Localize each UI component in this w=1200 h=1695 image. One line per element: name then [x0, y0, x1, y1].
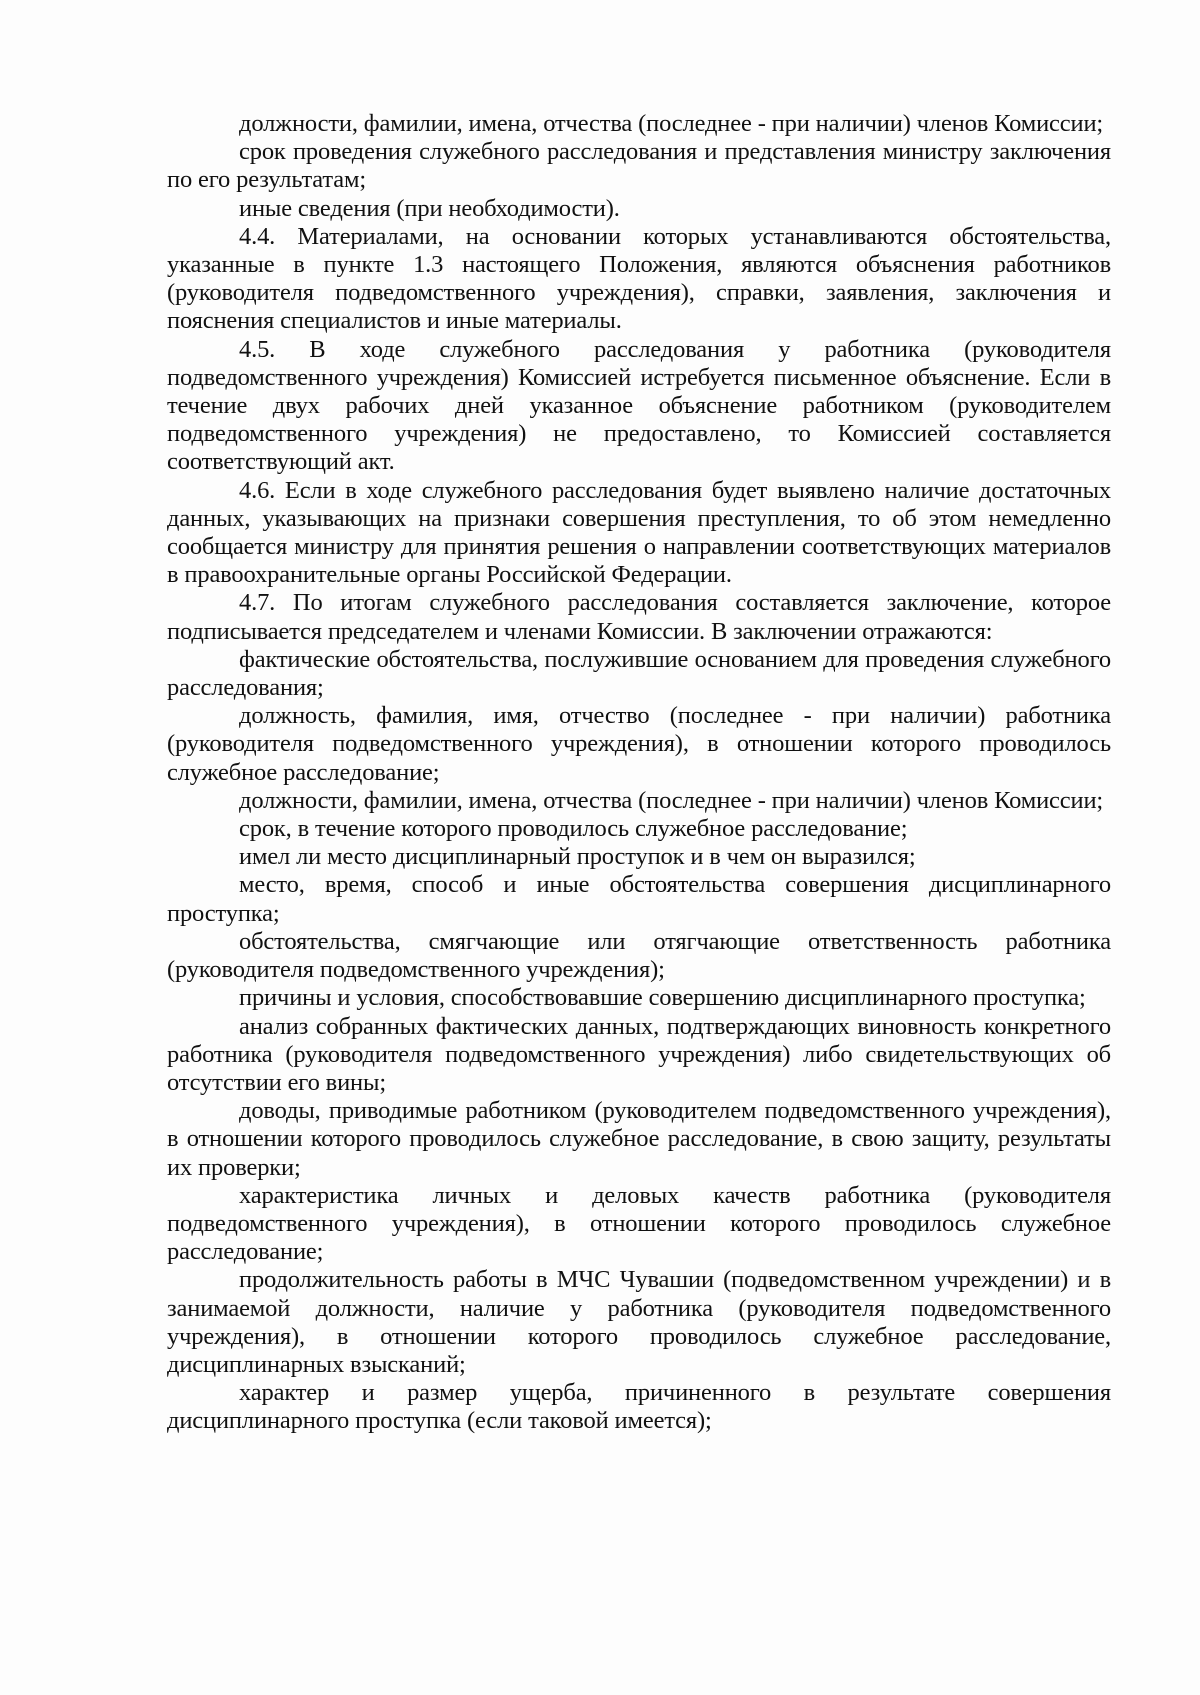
list-item: обстоятельства, смягчающие или отягчающие ответственность работника (руководителя подведомственного учреждения);	[167, 927, 1111, 984]
document-body	[167, 110, 1111, 1436]
list-item: анализ собранных фактических данных, подтверждающих виновность конкретного работника (руководителя подведомственного учреждения) либо свидетельствующих об отсутствии его вины;	[167, 1012, 1111, 1096]
list-item: доводы, приводимые работником (руководителем подведомственного учреждения), в отношении которого проводилось служебное расследование, в свою защиту, результаты их проверки;	[167, 1097, 1111, 1181]
list-item: место, время, способ и иные обстоятельства совершения дисциплинарного проступка;	[167, 871, 1111, 927]
list-item: фактические обстоятельства, послужившие основанием для проведения служебного расследования;	[167, 645, 1111, 702]
paragraph-4-7: 4.7. По итогам служебного расследования составляется заключение, которое подписывается председателем и членами Комиссии. В заключении отражаются:	[167, 589, 1111, 645]
list-item: причины и условия, способствовавшие совершению дисциплинарного проступка;	[239, 984, 1086, 1012]
paragraph-4-5: 4.5. В ходе служебного расследования у работника (руководителя подведомственного учреждения) Комиссией истребуется письменное объяснение. Если в течение двух рабочих дней указанное объяснение работником (руководителем подведомственного учреждения) не предоставлено, то Комиссией составляется соответствующий акт.	[167, 335, 1111, 476]
list-item: продолжительность работы в МЧС Чувашии (подведомственном учреждении) и в занимаемой должности, наличие у работника (руководителя подведомственного учреждения), в отношении которого проводилось служебное расследование, дисциплинарных взысканий;	[167, 1266, 1111, 1378]
paragraph: иные сведения (при необходимости).	[239, 194, 620, 222]
list-item: характер и размер ущерба, причиненного в результате совершения дисциплинарного проступка (если таковой имеется);	[167, 1379, 1111, 1435]
paragraph-4-6: 4.6. Если в ходе служебного расследования будет выявлено наличие достаточных данных, указывающих на признаки совершения преступления, то об этом немедленно сообщается министру для принятия решения о направлении соответствующих материалов в правоохранительные органы Российской Федерации.	[167, 476, 1111, 589]
paragraph-4-4: 4.4. Материалами, на основании которых устанавливаются обстоятельства, указанные в пункте 1.3 настоящего Положения, являются объяснения работников (руководителя подведомственного учреждения), справки, заявления, заключения и пояснения специалистов и иные материалы.	[167, 222, 1111, 335]
paragraph: должности, фамилии, имена, отчества (последнее - при наличии) членов Комиссии;	[239, 110, 1104, 137]
list-item: должности, фамилии, имена, отчества (последнее - при наличии) членов Комиссии;	[239, 786, 1104, 814]
list-item: срок, в течение которого проводилось служебное расследование;	[239, 815, 908, 843]
list-item: имел ли место дисциплинарный проступок и в чем он выразился;	[239, 843, 916, 871]
paragraph: срок проведения служебного расследования и представления министру заключения по его результатам;	[167, 138, 1111, 194]
list-item: характеристика личных и деловых качеств работника (руководителя подведомственного учреждения), в отношении которого проводилось служебное расследование;	[167, 1181, 1111, 1266]
list-item: должность, фамилия, имя, отчество (последнее - при наличии) работника (руководителя подведомственного учреждения), в отношении которого проводилось служебное расследование;	[167, 702, 1111, 786]
